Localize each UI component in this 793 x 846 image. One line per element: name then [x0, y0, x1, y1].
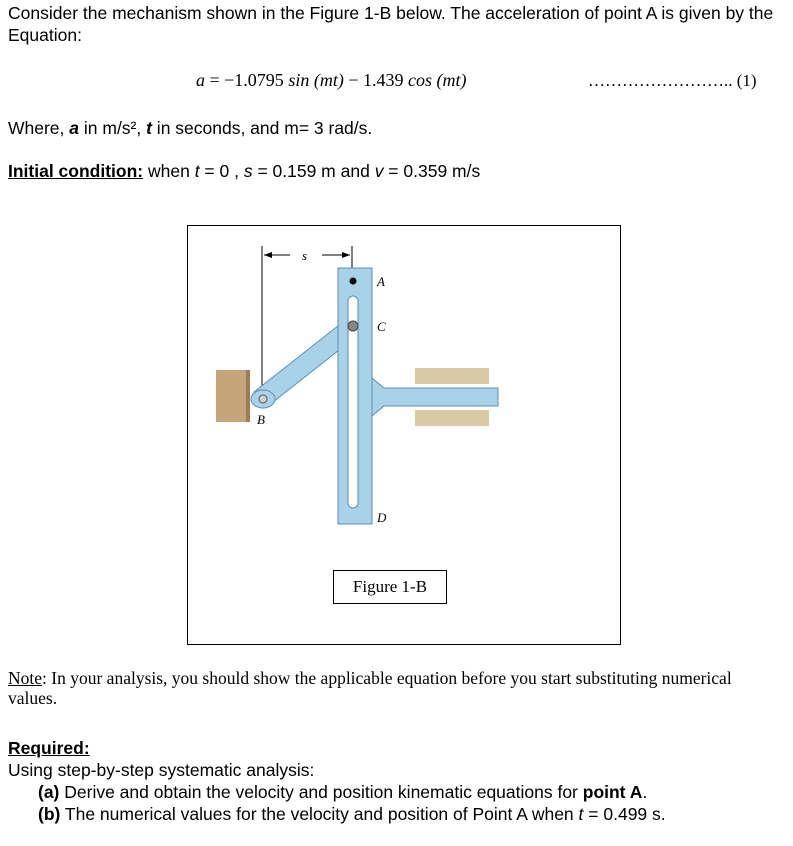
part-a-text: Derive and obtain the velocity and position kinematic equations for	[59, 782, 583, 802]
figure-caption: Figure 1-B	[333, 570, 447, 604]
where-t-unit: in seconds, and m= 3 rad/s.	[151, 118, 373, 138]
note-text: : In your analysis, you should show the applicable equation before you start substituting numerical values.	[8, 668, 732, 708]
init-v-value: = 0.359 m/s	[383, 161, 481, 181]
part-b-label: (b)	[38, 804, 61, 824]
note-paragraph	[8, 668, 778, 708]
note-label: Note	[8, 668, 43, 688]
where-a-symbol: a	[69, 118, 80, 138]
init-v-symbol: v	[374, 161, 384, 181]
where-t-symbol: t	[146, 118, 152, 138]
init-when: when	[143, 161, 195, 181]
eq-equals: =	[205, 70, 225, 90]
init-t-value: = 0 ,	[199, 161, 244, 181]
eq-minus: −	[343, 70, 363, 90]
equation-number: …………………….. (1)	[588, 71, 757, 90]
label-c: C	[377, 319, 386, 334]
eq-arg-1: (mt)	[313, 70, 344, 90]
init-t-symbol: t	[194, 161, 200, 181]
eq-arg-2: (mt)	[436, 70, 467, 90]
part-a-bold: point A	[582, 782, 643, 802]
part-b-end: = 0.499 s.	[583, 804, 666, 824]
initial-condition-label: Initial condition:	[8, 161, 144, 181]
label-s: s	[302, 248, 308, 263]
part-a-label: (a)	[38, 782, 60, 802]
where-prefix: Where,	[8, 118, 70, 138]
part-a-end: .	[642, 782, 648, 802]
required-intro: Using step-by-step systematic analysis:	[8, 760, 315, 780]
required-part-a	[38, 782, 647, 803]
init-s-symbol: s	[243, 161, 253, 181]
eq-coef-2: 1.439	[362, 70, 404, 90]
required-heading: Required:	[8, 738, 90, 758]
eq-coef-1: −1.0795	[224, 70, 284, 90]
label-d: D	[377, 510, 387, 525]
required-part-b	[38, 804, 666, 825]
acceleration-equation	[196, 70, 466, 91]
initial-condition-line	[8, 161, 480, 182]
where-line	[8, 118, 372, 139]
where-a-unit: in m/s²,	[79, 118, 147, 138]
label-a: A	[377, 274, 385, 289]
part-b-t-symbol: t	[578, 804, 584, 824]
eq-func-1: sin	[283, 70, 314, 90]
part-b-text: The numerical values for the velocity and position of Point A when	[60, 804, 579, 824]
label-b: B	[257, 412, 265, 427]
init-s-value: = 0.159 m and	[252, 161, 375, 181]
intro-paragraph: Consider the mechanism shown in the Figure 1-B below. The acceleration of point A is given by the Equation:	[8, 3, 774, 45]
eq-lhs: a	[196, 70, 205, 90]
eq-func-2: cos	[403, 70, 437, 90]
